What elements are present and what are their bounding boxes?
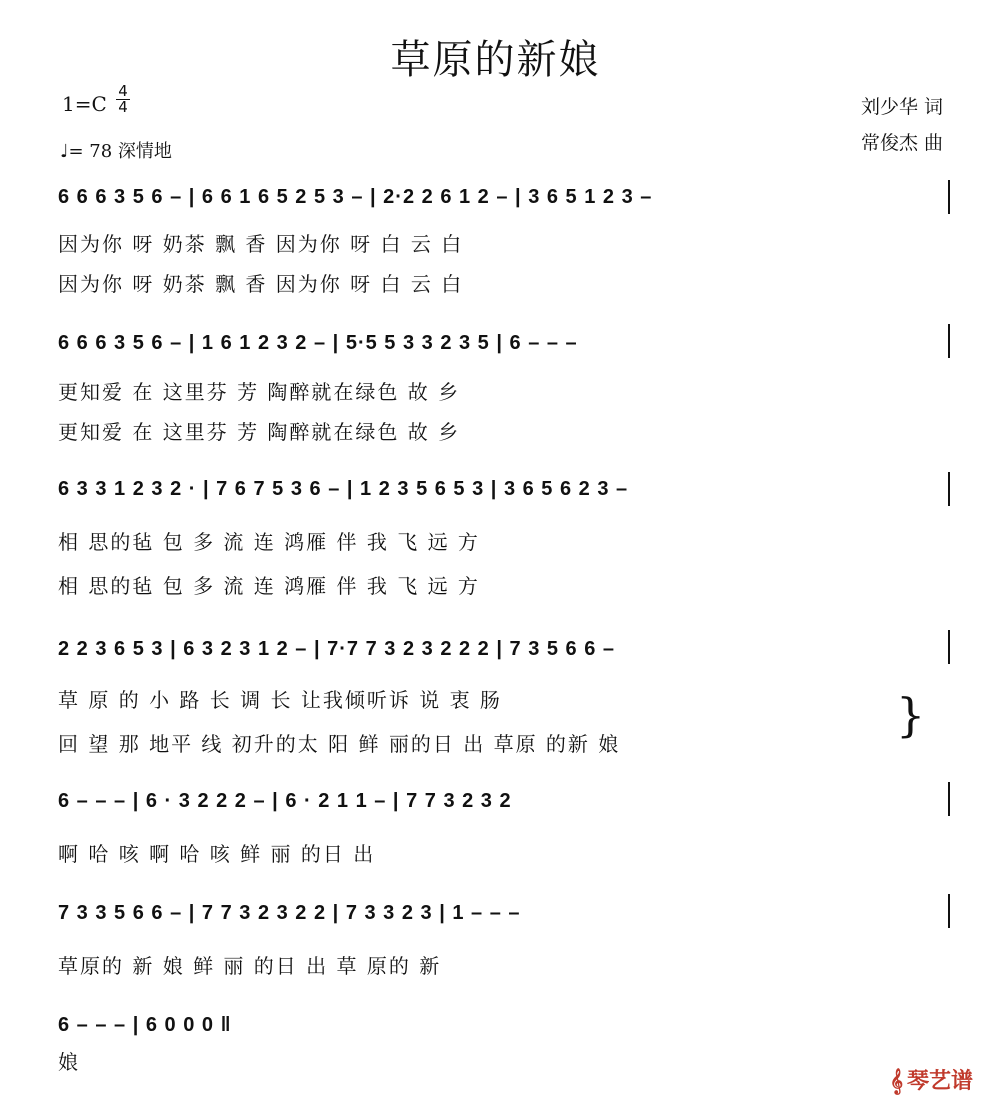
end-barline	[948, 630, 950, 664]
time-signature-top: 4	[118, 82, 128, 100]
lyric-line-verse-1: 草原的 新 娘 鲜 丽 的日 出 草 原的 新	[58, 954, 442, 978]
lyricist-credit: 刘少华 词	[860, 96, 943, 118]
end-barline	[948, 894, 950, 928]
logo-icon: 𝄞	[889, 1069, 903, 1094]
verse-brace: }	[896, 688, 926, 742]
end-barline	[948, 180, 950, 214]
logo-text: 琴艺谱	[906, 1069, 973, 1094]
lyric-line-verse-1: 因为你 呀 奶茶 飘 香 因为你 呀 白 云 白	[58, 232, 464, 256]
lyric-line-verse-1: 相 思的毡 包 多 流 连 鸿雁 伴 我 飞 远 方	[58, 530, 480, 554]
song-title: 草原的新娘	[390, 37, 601, 83]
lyric-line-verse-2: 因为你 呀 奶茶 飘 香 因为你 呀 白 云 白	[58, 272, 464, 296]
lyric-line-verse-1: 草 原 的 小 路 长 调 长 让我倾听诉 说 衷 肠	[58, 688, 502, 712]
notation-line: 2 2 3 6 5 3 | 6 3 2 3 1 2 – | 7·7 7 3 2 3 2 2 2 | 7 3 5 6 6 –	[58, 638, 616, 660]
notation-line: 6 – – – | 6 · 3 2 2 2 – | 6 · 2 1 1 – | 7 7 3 2 3 2	[58, 790, 512, 812]
lyric-line-verse-2: 相 思的毡 包 多 流 连 鸿雁 伴 我 飞 远 方	[58, 574, 480, 598]
composer-credit: 常俊杰 曲	[860, 132, 943, 154]
lyric-line-verse-2: 回 望 那 地平 线 初升的太 阳 鲜 丽的日 出 草原 的新 娘	[58, 732, 621, 756]
lyric-line-verse-2: 更知爱 在 这里芬 芳 陶醉就在绿色 故 乡	[58, 420, 461, 444]
tempo-marking: ♩= 78 深情地	[60, 141, 172, 162]
end-barline	[948, 472, 950, 506]
lyric-line-verse-1: 娘	[58, 1050, 80, 1074]
end-barline	[948, 324, 950, 358]
lyric-line-verse-1: 啊 哈 咳 啊 哈 咳 鲜 丽 的日 出	[58, 842, 376, 866]
notation-line: 6 3 3 1 2 3 2 · | 7 6 7 5 3 6 – | 1 2 3 5 6 5 3 | 3 6 5 6 2 3 –	[58, 478, 629, 500]
key-signature: 1=C	[62, 92, 107, 116]
time-signature	[116, 84, 130, 115]
notation-line: 6 6 6 3 5 6 – | 6 6 1 6 5 2 5 3 – | 2·2 2 6 1 2 – | 3 6 5 1 2 3 –	[58, 186, 653, 208]
time-signature-bottom: 4	[118, 98, 128, 116]
notation-line: 7 3 3 5 6 6 – | 7 7 3 2 3 2 2 | 7 3 3 2 3 | 1 – – –	[58, 902, 521, 924]
notation-line: 6 6 6 3 5 6 – | 1 6 1 2 3 2 – | 5·5 5 3 3 2 3 5 | 6 – – –	[58, 332, 578, 354]
notation-line: 6 – – – | 6 0 0 0 ‖	[58, 1014, 232, 1036]
site-logo	[890, 1064, 973, 1095]
end-barline	[948, 782, 950, 816]
lyric-line-verse-1: 更知爱 在 这里芬 芳 陶醉就在绿色 故 乡	[58, 380, 461, 404]
